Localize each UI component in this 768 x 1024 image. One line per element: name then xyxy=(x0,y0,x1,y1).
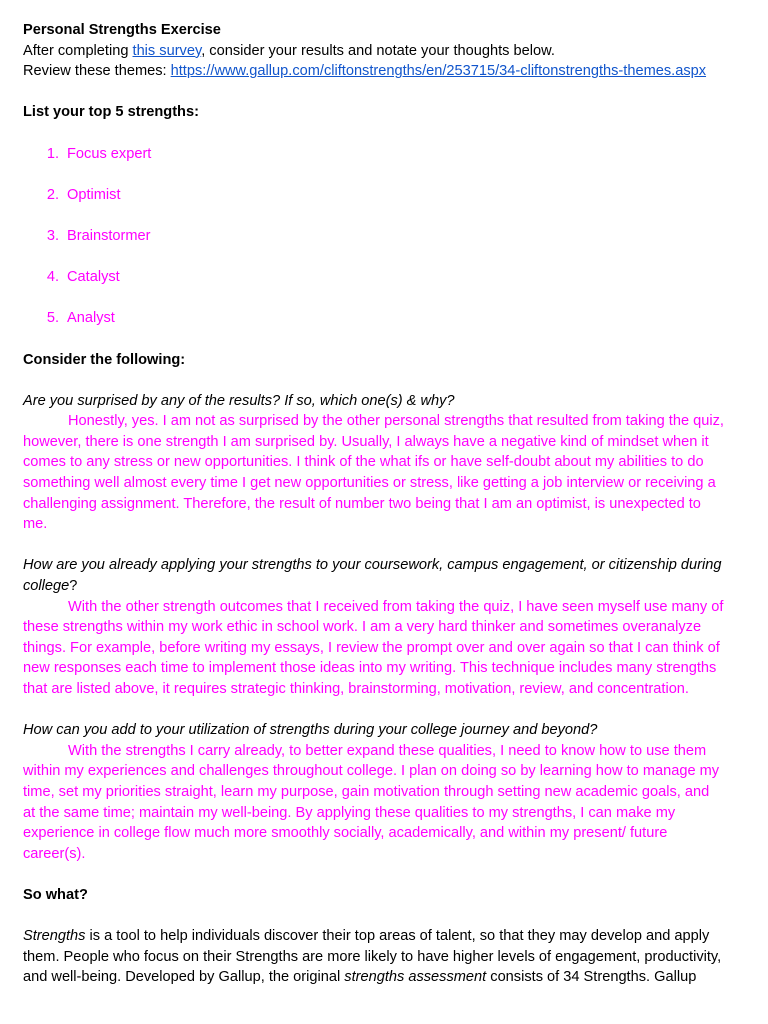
list-number: 5. xyxy=(46,310,59,327)
answer-1-line: comes to any stress or new opportunities. I think of the what ifs or have self-doubt about my abilities to do xyxy=(23,454,704,471)
answer-3-line: at the same time; maintain my well-being. By applying these qualities to my strengths, I can make my xyxy=(23,804,676,821)
answer-3-line: experience in college flow much more smoothly socially, academically, and within my present/ future xyxy=(23,825,668,842)
strengths-heading: List your top 5 strengths: xyxy=(23,104,199,121)
page-title: Personal Strengths Exercise xyxy=(23,22,221,38)
so-what-heading: So what? xyxy=(23,886,88,903)
strength-label: Analyst xyxy=(67,310,115,327)
list-item xyxy=(23,144,746,165)
list-number: 3. xyxy=(46,227,59,244)
so-what-line: them. People who focus on their Strengths are more likely to have higher levels of engagement, productivity, xyxy=(23,948,722,965)
strengths-list xyxy=(23,144,746,329)
list-number: 1. xyxy=(46,145,59,162)
answer-2-line: With the other strength outcomes that I received from taking the quiz, I have seen myself use many of xyxy=(68,598,724,615)
list-item xyxy=(23,308,746,329)
so-what-line xyxy=(23,926,746,947)
so-what-text: is a tool to help individuals discover their top areas of talent, so that they may develop and apply xyxy=(85,928,710,945)
question-2-word: college xyxy=(23,578,70,595)
answer-3-line: within my experiences and challenges throughout college. I plan on doing so by learning how to manage my xyxy=(23,763,720,780)
question-2: How are you already applying your strengths to your coursework, campus engagement, or citizenship during xyxy=(23,557,722,574)
assessment-term: strengths assessment xyxy=(344,969,487,986)
answer-1-line: Honestly, yes. I am not as surprised by the other personal strengths that resulted from taking the quiz, xyxy=(68,413,724,430)
intro-text: Review these themes: xyxy=(23,63,171,80)
question-2-cont xyxy=(23,576,746,597)
answer-2-line: new responses each time to implement those ideas into my writing. This technique includes many strengths xyxy=(23,660,717,677)
answer-3-line: With the strengths I carry already, to better expand these qualities, I need to know how to use them xyxy=(68,742,707,759)
list-number: 4. xyxy=(46,269,59,286)
strength-label: Catalyst xyxy=(67,269,120,286)
intro-text: After completing xyxy=(23,42,133,59)
survey-link[interactable]: this survey xyxy=(132,42,202,59)
so-what-text: consists of 34 Strengths. Gallup xyxy=(486,969,697,986)
question-3: How can you add to your utilization of strengths during your college journey and beyond? xyxy=(23,722,598,739)
list-item xyxy=(23,185,746,206)
so-what-line xyxy=(23,967,746,988)
answer-1-line: however, there is one strength I am surprised by. Usually, I always have a negative kind of mindset when it xyxy=(23,433,709,450)
consider-heading: Consider the following: xyxy=(23,351,186,368)
answer-1-line: me. xyxy=(23,516,48,533)
answer-2-line: things. For example, before writing my essays, I review the prompt over and over again so that I can think of xyxy=(23,639,720,656)
intro-line-2 xyxy=(23,61,746,82)
strength-label: Brainstormer xyxy=(67,227,151,244)
so-what-text: and well-being. Developed by Gallup, the original xyxy=(23,969,345,986)
answer-1-line: something well almost every time I get new opportunities or stress, like getting a job interview or receiving a xyxy=(23,475,716,492)
answer-2-line: that are listed above, it requires strategic thinking, brainstorming, motivation, review, and concentration. xyxy=(23,681,689,697)
answer-2-line: these strengths within my work ethic in school work. I am a very hard thinker and sometimes overanalyze xyxy=(23,619,702,636)
strength-label: Focus expert xyxy=(67,145,152,162)
themes-link[interactable]: https://www.gallup.com/cliftonstrengths/en/253715/34-cliftonstrengths-themes.aspx xyxy=(170,63,707,80)
strength-label: Optimist xyxy=(67,186,121,203)
answer-3-line: career(s). xyxy=(23,845,86,862)
intro-text: , consider your results and notate your thoughts below. xyxy=(201,42,555,59)
question-2-mark: ? xyxy=(69,578,78,595)
list-item xyxy=(23,267,746,288)
answer-1-line: challenging assignment. Therefore, the result of number two being that I am an optimist, is unexpected to xyxy=(23,495,701,512)
strengths-term: Strengths xyxy=(23,928,86,945)
list-item xyxy=(23,226,746,247)
answer-3-line: time, set my priorities straight, learn my purpose, gain motivation through setting new academic goals, and xyxy=(23,783,710,800)
question-1: Are you surprised by any of the results? If so, which one(s) & why? xyxy=(23,392,455,409)
intro-line-1 xyxy=(23,41,746,62)
list-number: 2. xyxy=(46,186,59,203)
